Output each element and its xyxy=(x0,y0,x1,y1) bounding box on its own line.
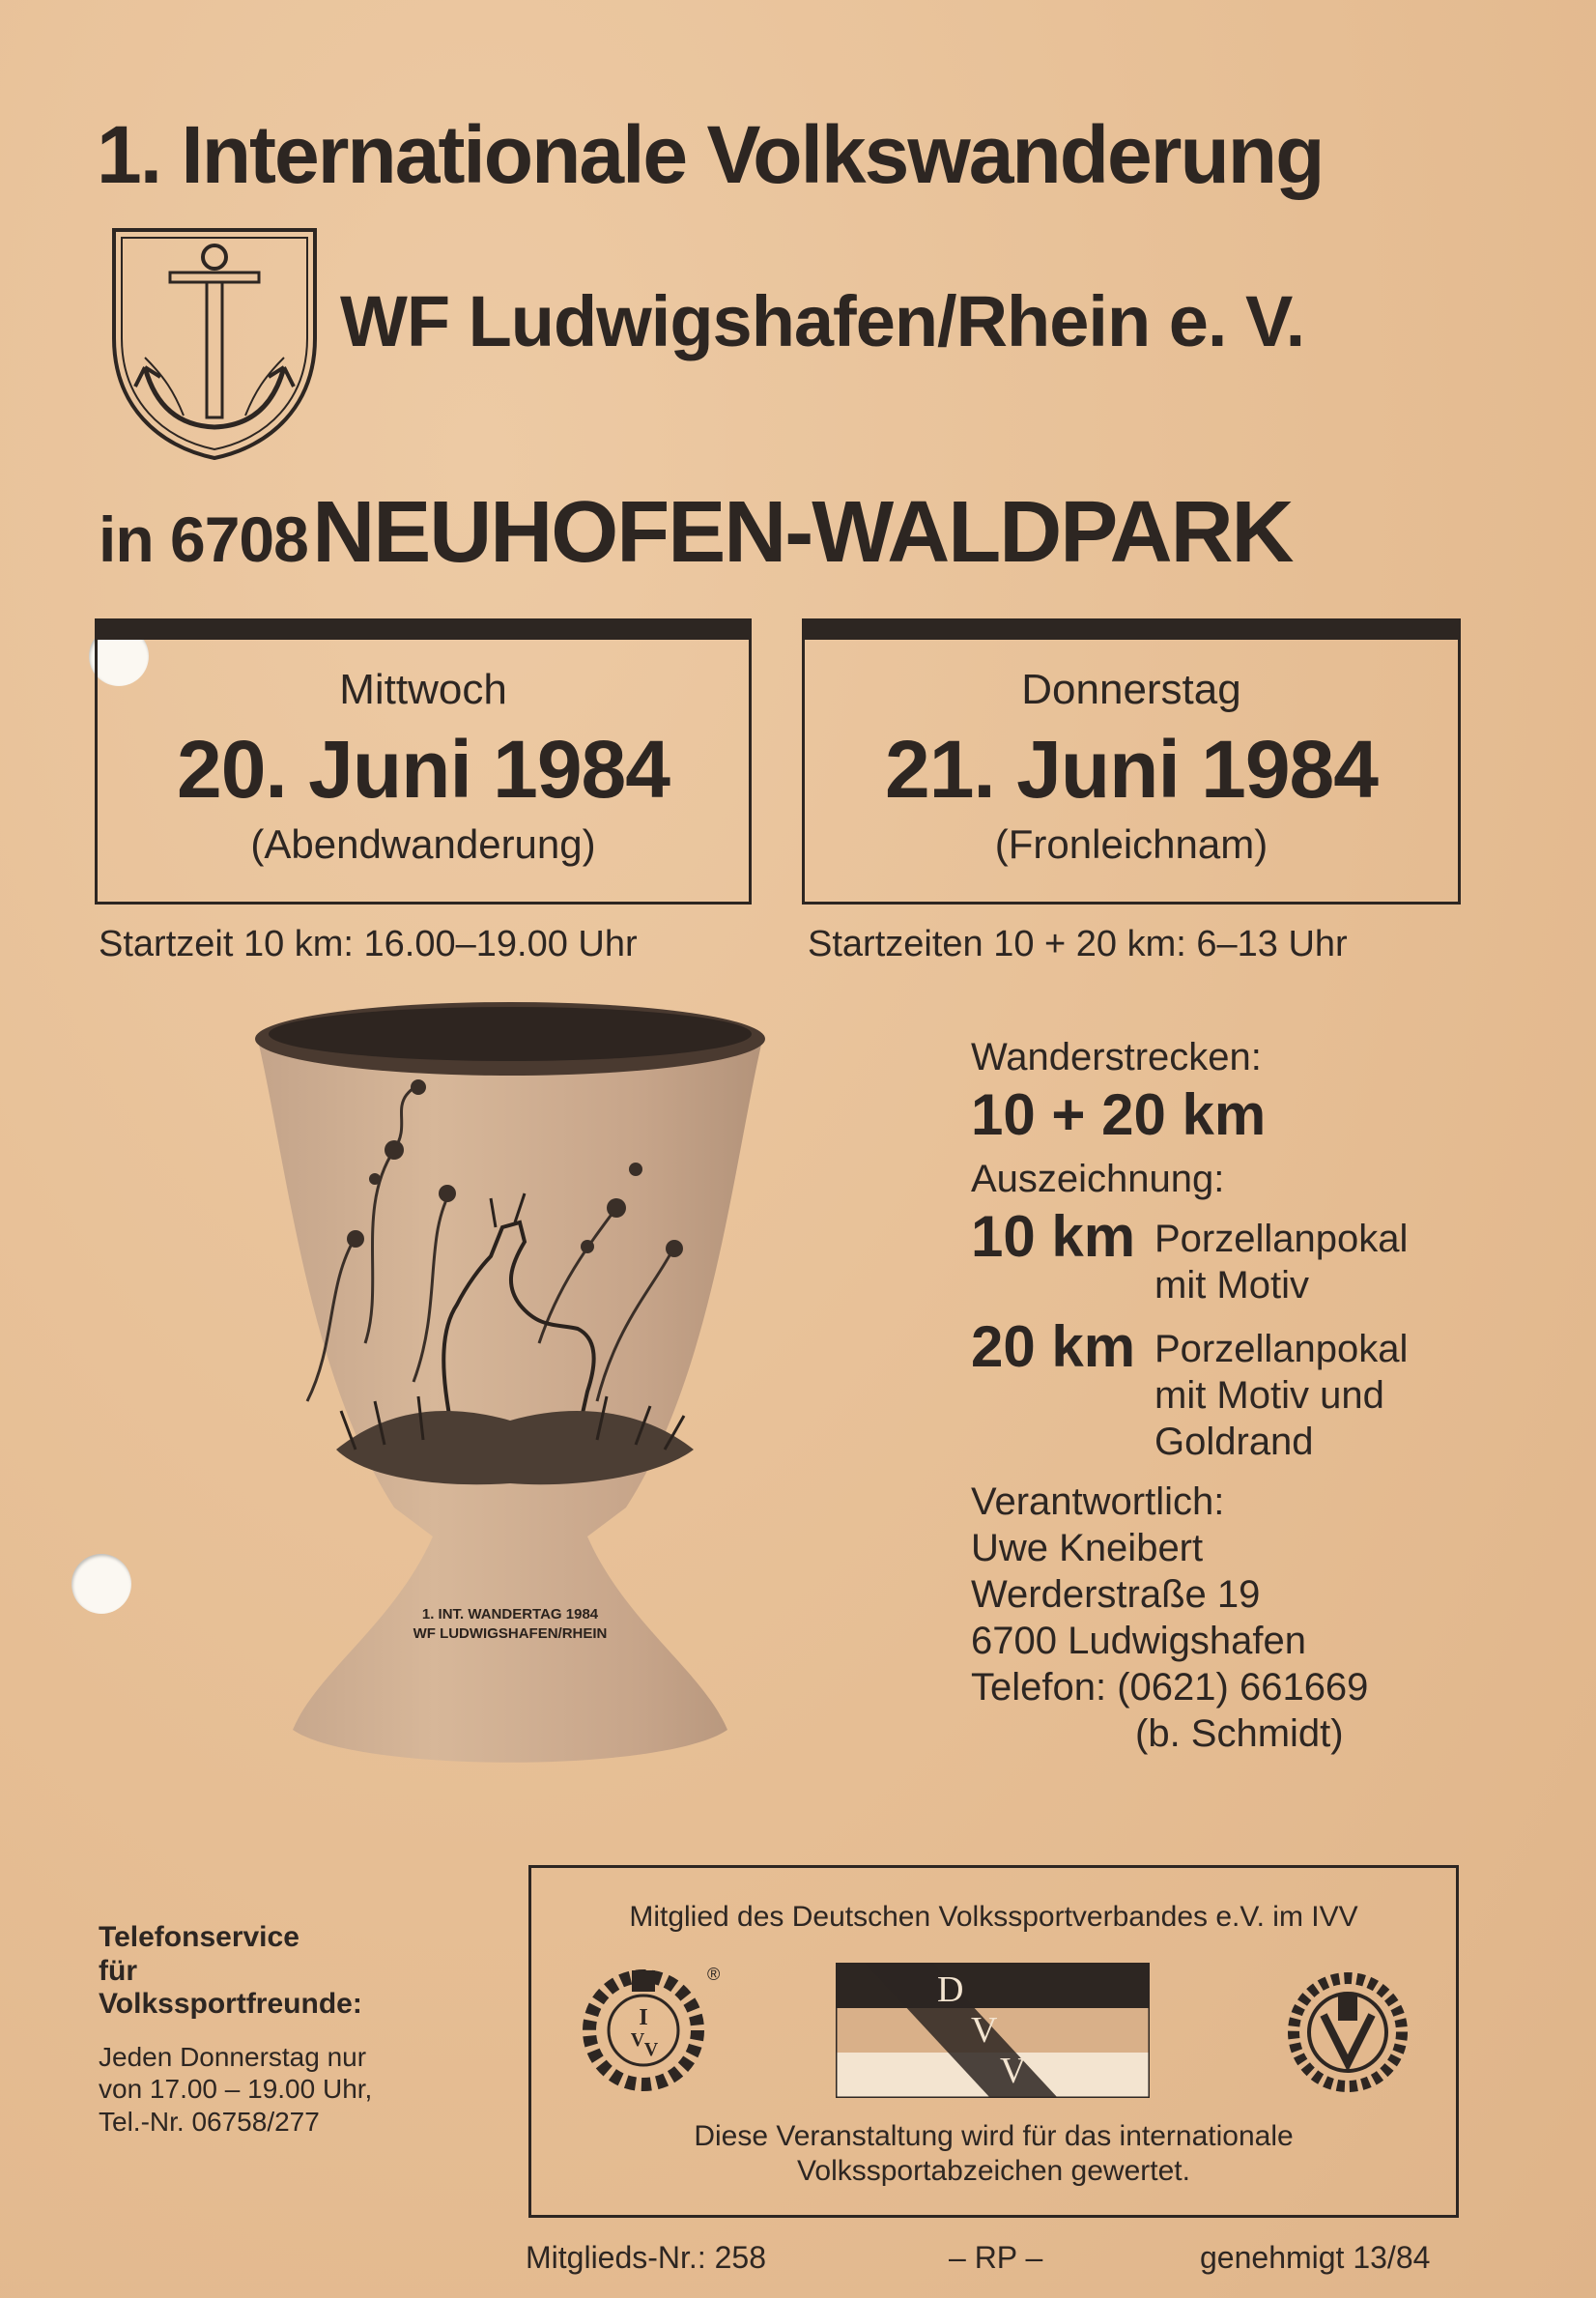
dvv-flag-logo-icon xyxy=(836,1963,1150,2098)
registered-mark: ® xyxy=(707,1965,721,1984)
club-name: WF Ludwigshafen/Rhein e. V. xyxy=(340,281,1305,361)
contact-note: (b. Schmidt) xyxy=(1135,1712,1344,1755)
membership-note-line: Volkssportabzeichen gewertet. xyxy=(797,2155,1190,2187)
telefonservice-heading: Volkssportfreunde: xyxy=(99,1988,362,2020)
venue xyxy=(99,484,1293,581)
award-line: mit Motiv und xyxy=(1154,1374,1384,1417)
ivv-badge-icon xyxy=(580,1955,725,2100)
contact-city: 6700 Ludwigshafen xyxy=(971,1620,1306,1662)
award-line: Porzellanpokal xyxy=(1154,1328,1409,1370)
date-note: (Abendwanderung) xyxy=(250,820,596,867)
date: 20. Juni 1984 xyxy=(177,724,670,816)
dvv-medal-icon xyxy=(1285,1957,1411,2102)
weekday: Mittwoch xyxy=(339,666,507,713)
dvv-letter: V xyxy=(971,2010,998,2051)
telefonservice-heading: für xyxy=(99,1954,137,1987)
info-column xyxy=(971,1034,1570,1757)
award-20km xyxy=(971,1316,1570,1465)
membership-line: Mitglied des Deutschen Volkssportverbandes e.V. im IVV xyxy=(629,1901,1358,1933)
cup-inscription-line1: 1. INT. WANDERTAG 1984 xyxy=(421,1606,599,1623)
telefonservice-line: Tel.-Nr. 06758/277 xyxy=(99,2106,320,2137)
contact-block xyxy=(971,1479,1570,1757)
award-description xyxy=(1154,1206,1408,1308)
telefonservice-line: Jeden Donnerstag nur xyxy=(99,2041,367,2072)
dvv-letter: V xyxy=(1000,2051,1027,2091)
routes-value: 10 + 20 km xyxy=(971,1082,1267,1147)
venue-postcode: in 6708 xyxy=(99,503,308,575)
award-distance: 10 km xyxy=(971,1204,1136,1269)
award-distance: 20 km xyxy=(971,1314,1136,1379)
date-box-thursday xyxy=(802,618,1461,905)
contact-phone: Telefon: (0621) 661669 xyxy=(971,1666,1369,1709)
anchor-crest-icon xyxy=(106,222,324,464)
contact-street: Werderstraße 19 xyxy=(971,1573,1261,1616)
weekday: Donnerstag xyxy=(1021,666,1241,713)
membership-box xyxy=(528,1865,1459,2218)
telefonservice-heading: Telefonservice xyxy=(99,1921,299,1953)
approval-number: genehmigt 13/84 xyxy=(1200,2240,1431,2275)
start-time-wednesday: Startzeit 10 km: 16.00–19.00 Uhr xyxy=(99,924,638,964)
member-number: Mitglieds-Nr.: 258 xyxy=(526,2240,766,2275)
porcelain-cup-deer-icon xyxy=(249,995,771,1807)
award-description xyxy=(1154,1316,1408,1465)
date-box-wednesday xyxy=(95,618,752,905)
punch-hole xyxy=(71,1554,131,1614)
award-line: Porzellanpokal xyxy=(1154,1218,1409,1260)
start-time-thursday: Startzeiten 10 + 20 km: 6–13 Uhr xyxy=(808,924,1348,964)
membership-note-line: Diese Veranstaltung wird für das internationale xyxy=(694,2120,1294,2152)
contact-name: Uwe Kneibert xyxy=(971,1527,1204,1569)
ivv-letter: I xyxy=(639,2005,648,2030)
date-note: (Fronleichnam) xyxy=(994,820,1268,867)
routes-label: Wanderstrecken: xyxy=(971,1036,1262,1078)
ivv-letter: V xyxy=(643,2039,659,2060)
contact-label: Verantwortlich: xyxy=(971,1480,1225,1523)
telefonservice-block xyxy=(99,1921,417,2138)
award-line: Goldrand xyxy=(1154,1421,1314,1463)
telefonservice-line: von 17.00 – 19.00 Uhr, xyxy=(99,2074,373,2105)
date: 21. Juni 1984 xyxy=(885,724,1378,816)
dvv-letter: D xyxy=(937,1969,964,2010)
ivv-letter: V xyxy=(630,2029,645,2051)
page-title: 1. Internationale Volkswanderung xyxy=(97,109,1324,200)
award-line: mit Motiv xyxy=(1154,1264,1309,1307)
telefonservice-body xyxy=(99,2041,417,2139)
award-10km xyxy=(971,1206,1570,1308)
award-label: Auszeichnung: xyxy=(971,1158,1225,1200)
membership-note xyxy=(531,2119,1456,2189)
cup-inscription-line2: WF LUDWIGSHAFEN/RHEIN xyxy=(413,1625,608,1642)
rp-mark: – RP – xyxy=(949,2240,1043,2275)
venue-name: NEUHOFEN-WALDPARK xyxy=(312,484,1293,581)
